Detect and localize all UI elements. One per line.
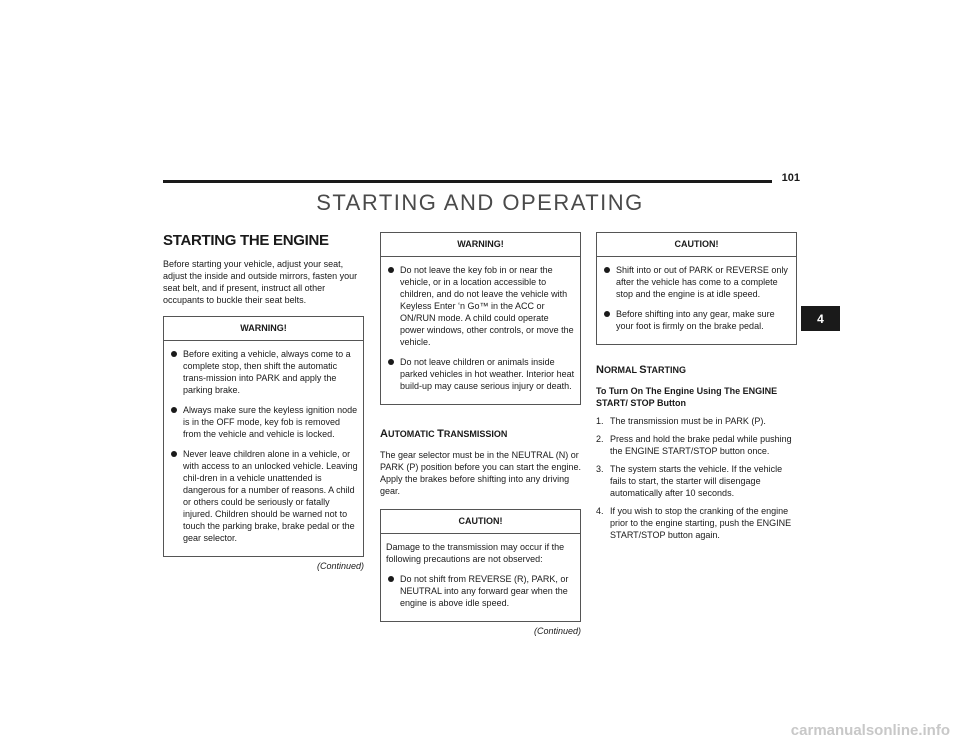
caution-bullet: Shift into or out of PARK or REVERSE only after the vehicle has come to a complete stop and the engine is at idle speed. bbox=[602, 264, 791, 300]
step-number: 3. bbox=[596, 464, 604, 474]
step-number: 4. bbox=[596, 506, 604, 516]
warning-box-1 bbox=[163, 316, 364, 557]
caution-box-1 bbox=[380, 509, 581, 622]
intro-paragraph: Before starting your vehicle, adjust your seat, adjust the inside and outside mirrors, fasten your seat belt, and if present, instruct all other occupants to buckle their seat belts. bbox=[163, 259, 358, 305]
procedure-title: To Turn On The Engine Using The ENGINE START/ STOP Button bbox=[596, 386, 778, 408]
step-text: The transmission must be in PARK (P). bbox=[610, 416, 766, 426]
caution-body bbox=[597, 257, 796, 344]
warning-bullet: Before exiting a vehicle, always come to a complete stop, then shift the automatic trans-mission into PARK and apply the parking brake. bbox=[169, 348, 358, 396]
step-number: 2. bbox=[596, 434, 604, 444]
warning-body bbox=[381, 257, 580, 404]
warning-bullet: Do not leave children or animals inside parked vehicles in hot weather. Interior heat build-up may cause serious injury or death. bbox=[386, 356, 575, 392]
heading-normal-starting bbox=[596, 363, 797, 377]
transmission-paragraph: The gear selector must be in the NEUTRAL (N) or PARK (P) position before you can start the engine. Apply the brakes before shifting into any driving gear. bbox=[380, 450, 581, 496]
heading-rest: ORMAL bbox=[603, 365, 640, 375]
caution-bullet: Do not shift from REVERSE (R), PARK, or NEUTRAL into any forward gear when the engine is above idle speed. bbox=[386, 573, 575, 609]
heading-initial: S bbox=[639, 364, 647, 376]
caution-body bbox=[381, 534, 580, 621]
watermark: carmanualsonline.info bbox=[790, 722, 950, 739]
heading-initial: T bbox=[437, 428, 444, 440]
continued-label: (Continued) bbox=[316, 561, 364, 571]
continued-label: (Continued) bbox=[533, 626, 581, 636]
warning-bullet: Do not leave the key fob in or near the vehicle, or in a location accessible to children, and do not leave the vehicle with Keyless Enter ‘n Go™ in the ACC or ON/RUN mode. A child could operate power windows, other controls, or move the vehicle. bbox=[386, 264, 575, 348]
procedure-step bbox=[596, 433, 797, 457]
caution-bullet: Before shifting into any gear, make sure your foot is firmly on the brake pedal. bbox=[602, 308, 791, 332]
caution-intro: Damage to the transmission may occur if the following precautions are not observed: bbox=[386, 542, 565, 564]
step-text: The system starts the vehicle. If the vehicle fails to start, the starter will disengage automatically after 10 seconds. bbox=[610, 464, 783, 498]
heading-automatic-transmission bbox=[380, 427, 581, 441]
caution-box-2 bbox=[596, 232, 797, 345]
warning-bullet: Never leave children alone in a vehicle, or with access to an unlocked vehicle. Leaving chil-dren in a vehicle unattended is dangerous for a number of reasons. A child or others could be seriously or fatally injured. Children should be warned not to touch the parking brake, brake pedal or the gear selector. bbox=[169, 448, 358, 544]
column-2 bbox=[380, 232, 581, 637]
column-1 bbox=[163, 232, 364, 572]
step-text: Press and hold the brake pedal while pushing the ENGINE START/STOP button once. bbox=[610, 434, 792, 456]
procedure-step bbox=[596, 505, 797, 541]
warning-title: WARNING! bbox=[164, 317, 363, 341]
step-number: 1. bbox=[596, 416, 604, 426]
heading-initial: A bbox=[380, 428, 388, 440]
procedure-step bbox=[596, 415, 797, 427]
column-3 bbox=[596, 232, 797, 547]
warning-body bbox=[164, 341, 363, 556]
chapter-tab: 4 bbox=[801, 306, 840, 331]
caution-title: CAUTION! bbox=[597, 233, 796, 257]
heading-initial: N bbox=[596, 364, 604, 376]
warning-title: WARNING! bbox=[381, 233, 580, 257]
heading-rest: TARTING bbox=[646, 365, 686, 375]
warning-bullet: Always make sure the keyless ignition node is in the OFF mode, key fob is removed from the vehicle and vehicle is locked. bbox=[169, 404, 358, 440]
section-title-starting-engine: STARTING THE ENGINE bbox=[163, 232, 329, 249]
caution-title: CAUTION! bbox=[381, 510, 580, 534]
heading-rest: RANSMISSION bbox=[443, 429, 508, 439]
procedure-step bbox=[596, 463, 797, 499]
heading-rest: UTOMATIC bbox=[387, 429, 438, 439]
chapter-title: STARTING AND OPERATING bbox=[316, 190, 644, 215]
page-number: 101 bbox=[781, 172, 800, 184]
step-text: If you wish to stop the cranking of the engine prior to the engine starting, push the ENGINE START/STOP button again. bbox=[610, 506, 792, 540]
warning-box-2 bbox=[380, 232, 581, 405]
header-rule bbox=[163, 180, 772, 183]
